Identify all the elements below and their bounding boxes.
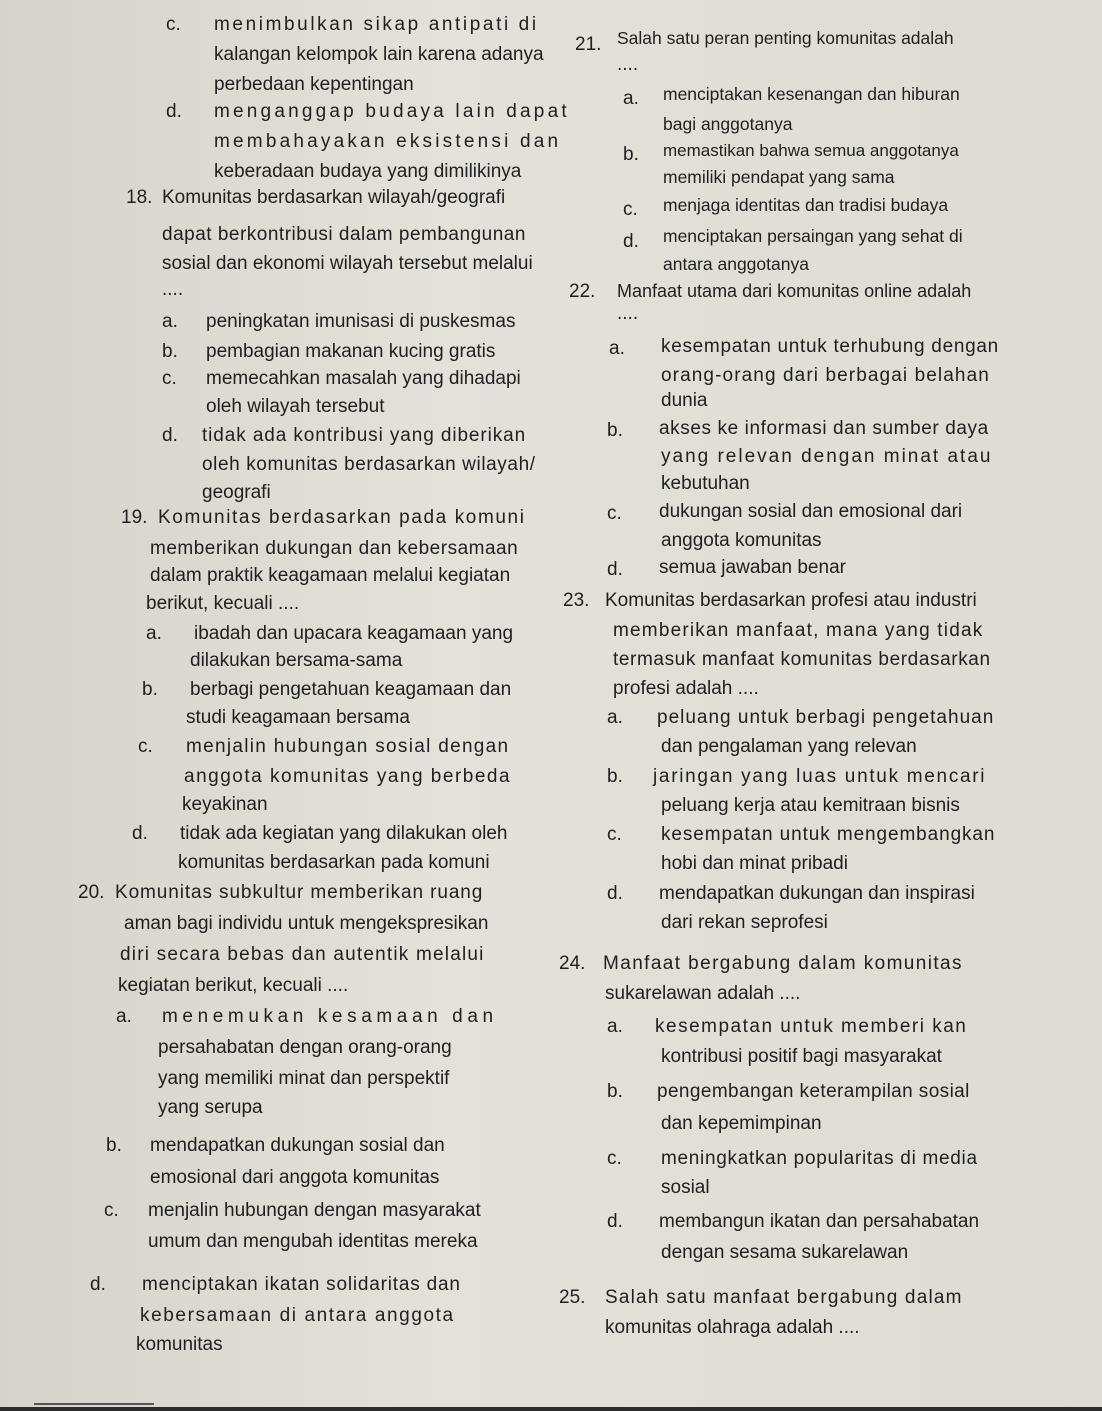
option-text-line: ibadah dan upacara keagamaan yang bbox=[194, 623, 514, 644]
question-stem-line: berikut, kecuali .... bbox=[146, 593, 300, 614]
option-text-line: keberadaan budaya yang dimilikinya bbox=[214, 161, 522, 182]
option-text-line: kebutuhan bbox=[661, 473, 750, 494]
option-text-line: antara anggotanya bbox=[663, 254, 809, 274]
question-number: 22. bbox=[569, 281, 596, 302]
option-label: b. bbox=[623, 144, 639, 165]
option-text-line: umum dan mengubah identitas mereka bbox=[148, 1231, 478, 1252]
option-text-line: semua jawaban benar bbox=[659, 557, 846, 578]
question-stem-line: profesi adalah .... bbox=[613, 678, 759, 699]
option-label: a. bbox=[607, 707, 623, 728]
option-text-line: memiliki pendapat yang sama bbox=[663, 167, 895, 187]
option-text-line: peningkatan imunisasi di puskesmas bbox=[206, 311, 516, 332]
question-stem-line: .... bbox=[617, 54, 639, 75]
question-stem-line: Salah satu manfaat bergabung dalam bbox=[605, 1287, 963, 1308]
option-text-line: keyakinan bbox=[182, 794, 268, 815]
option-text-line: akses ke informasi dan sumber daya bbox=[659, 418, 989, 439]
option-text-line: oleh wilayah tersebut bbox=[206, 396, 385, 417]
question-stem-line: Manfaat bergabung dalam komunitas bbox=[603, 953, 963, 974]
option-text-line: dari rekan seprofesi bbox=[661, 912, 828, 933]
page-bottom-edge bbox=[0, 1407, 1102, 1411]
option-label: b. bbox=[607, 420, 623, 441]
option-text-line: kesempatan untuk mengembangkan bbox=[661, 824, 996, 845]
option-label: d. bbox=[607, 1211, 623, 1232]
option-label: d. bbox=[607, 559, 623, 580]
option-label: a. bbox=[116, 1006, 132, 1027]
option-label: c. bbox=[607, 1148, 622, 1169]
question-stem-line: aman bagi individu untuk mengekspresikan bbox=[124, 913, 489, 934]
question-stem-line: .... bbox=[162, 279, 184, 300]
question-stem-line: Salah satu peran penting komunitas adalah bbox=[617, 28, 954, 48]
option-text-line: oleh komunitas berdasarkan wilayah/ bbox=[202, 454, 536, 475]
question-stem-line: komunitas olahraga adalah .... bbox=[605, 1317, 860, 1338]
question-number: 20. bbox=[78, 882, 105, 903]
question-stem-line: sukarelawan adalah .... bbox=[605, 983, 801, 1004]
question-stem-line: sosial dan ekonomi wilayah tersebut melalui bbox=[162, 253, 533, 274]
option-text-line: dengan sesama sukarelawan bbox=[661, 1242, 909, 1263]
option-text-line: geografi bbox=[202, 482, 271, 503]
option-text-line: tidak ada kontribusi yang diberikan bbox=[202, 425, 527, 446]
option-text-line: menjalin hubungan sosial dengan bbox=[186, 736, 510, 757]
question-stem-line: diri secara bebas dan autentik melalui bbox=[120, 944, 485, 965]
option-label: a. bbox=[146, 623, 162, 644]
question-number: 18. bbox=[126, 187, 153, 208]
option-text-line: kesempatan untuk memberi kan bbox=[655, 1016, 968, 1037]
option-text-line: studi keagamaan bersama bbox=[186, 707, 410, 728]
option-label: c. bbox=[162, 368, 177, 389]
option-text-line: dilakukan bersama-sama bbox=[190, 650, 403, 671]
option-label: b. bbox=[106, 1135, 122, 1156]
option-text-line: dukungan sosial dan emosional dari bbox=[659, 501, 963, 522]
option-text-line: kesempatan untuk terhubung dengan bbox=[661, 336, 999, 357]
option-text-line: yang memiliki minat dan perspektif bbox=[158, 1068, 450, 1089]
option-label: d. bbox=[132, 823, 148, 844]
option-text-line: peluang untuk berbagi pengetahuan bbox=[657, 707, 995, 728]
question-stem-line: termasuk manfaat komunitas berdasarkan bbox=[613, 649, 991, 670]
question-number: 23. bbox=[563, 590, 590, 611]
question-stem-line: memberikan manfaat, mana yang tidak bbox=[613, 620, 984, 641]
option-label: c. bbox=[623, 199, 638, 220]
option-text-line: kalangan kelompok lain karena adanya bbox=[214, 44, 544, 65]
question-stem-line: kegiatan berikut, kecuali .... bbox=[118, 975, 349, 996]
question-number: 19. bbox=[121, 507, 148, 528]
option-text-line: menciptakan ikatan solidaritas dan bbox=[142, 1274, 461, 1295]
option-label: d. bbox=[607, 883, 623, 904]
option-label: a. bbox=[607, 1016, 623, 1037]
question-number: 25. bbox=[559, 1287, 586, 1308]
option-label: b. bbox=[162, 341, 178, 362]
option-label: d. bbox=[162, 425, 178, 446]
option-text-line: emosional dari anggota komunitas bbox=[150, 1167, 440, 1188]
option-label: c. bbox=[607, 824, 622, 845]
option-text-line: sosial bbox=[661, 1177, 710, 1198]
option-text-line: yang serupa bbox=[158, 1097, 263, 1118]
option-label: c. bbox=[166, 14, 181, 35]
option-text-line: menjaga identitas dan tradisi budaya bbox=[663, 195, 949, 215]
option-text-line: dan kepemimpinan bbox=[661, 1113, 822, 1134]
option-label: d. bbox=[90, 1274, 106, 1295]
option-text-line: hobi dan minat pribadi bbox=[661, 853, 848, 874]
option-text-line: menimbulkan sikap antipati di bbox=[214, 14, 539, 35]
option-text-line: perbedaan kepentingan bbox=[214, 74, 414, 95]
option-text-line: pembagian makanan kucing gratis bbox=[206, 341, 496, 362]
option-text-line: mendapatkan dukungan dan inspirasi bbox=[659, 883, 975, 904]
option-text-line: peluang kerja atau kemitraan bisnis bbox=[661, 795, 960, 816]
option-text-line: komunitas berdasarkan pada komuni bbox=[178, 852, 490, 873]
option-text-line: komunitas bbox=[136, 1334, 223, 1355]
question-stem-line: dalam praktik keagamaan melalui kegiatan bbox=[150, 565, 511, 586]
option-label: c. bbox=[607, 503, 622, 524]
option-text-line: pengembangan keterampilan sosial bbox=[657, 1081, 970, 1102]
option-text-line: berbagi pengetahuan keagamaan dan bbox=[190, 679, 512, 700]
option-text-line: memecahkan masalah yang dihadapi bbox=[206, 368, 521, 389]
option-label: d. bbox=[166, 101, 182, 122]
question-stem-line: .... bbox=[617, 303, 639, 324]
question-stem-line: Komunitas berdasarkan wilayah/geografi bbox=[162, 187, 506, 208]
option-label: b. bbox=[607, 1081, 623, 1102]
option-label: c. bbox=[138, 736, 153, 757]
option-text-line: persahabatan dengan orang-orang bbox=[158, 1037, 452, 1058]
question-number: 21. bbox=[575, 34, 602, 55]
option-text-line: anggota komunitas yang berbeda bbox=[184, 766, 512, 787]
option-label: a. bbox=[609, 338, 625, 359]
option-text-line: menjalin hubungan dengan masyarakat bbox=[148, 1200, 481, 1221]
corner-mark bbox=[34, 1403, 154, 1411]
question-stem-line: Manfaat utama dari komunitas online adalah bbox=[617, 281, 972, 301]
option-text-line: menciptakan kesenangan dan hiburan bbox=[663, 84, 960, 104]
question-stem-line: Komunitas berdasarkan pada komuni bbox=[158, 507, 526, 528]
option-text-line: jaringan yang luas untuk mencari bbox=[653, 766, 987, 787]
option-text-line: kontribusi positif bagi masyarakat bbox=[661, 1046, 942, 1067]
option-text-line: bagi anggotanya bbox=[663, 114, 793, 134]
question-stem-line: memberikan dukungan dan kebersamaan bbox=[150, 538, 519, 559]
option-text-line: anggota komunitas bbox=[661, 530, 822, 551]
option-label: b. bbox=[607, 766, 623, 787]
option-text-line: menganggap budaya lain dapat bbox=[214, 101, 570, 122]
question-stem-line: Komunitas berdasarkan profesi atau industri bbox=[605, 590, 977, 611]
option-text-line: dan pengalaman yang relevan bbox=[661, 736, 917, 757]
option-text-line: dunia bbox=[661, 390, 708, 411]
option-text-line: menemukan kesamaan dan bbox=[162, 1006, 498, 1027]
option-label: c. bbox=[104, 1200, 119, 1221]
option-label: b. bbox=[142, 679, 158, 700]
option-text-line: meningkatkan popularitas di media bbox=[661, 1148, 978, 1169]
option-text-line: kebersamaan di antara anggota bbox=[140, 1305, 455, 1326]
option-text-line: yang relevan dengan minat atau bbox=[661, 446, 993, 467]
option-text-line: orang-orang dari berbagai belahan bbox=[661, 365, 990, 386]
option-text-line: membangun ikatan dan persahabatan bbox=[659, 1211, 980, 1232]
option-text-line: mendapatkan dukungan sosial dan bbox=[150, 1135, 445, 1156]
option-label: a. bbox=[162, 311, 178, 332]
question-stem-line: Komunitas subkultur memberikan ruang bbox=[115, 882, 484, 903]
option-label: d. bbox=[623, 231, 639, 252]
option-text-line: menciptakan persaingan yang sehat di bbox=[663, 226, 963, 246]
option-text-line: tidak ada kegiatan yang dilakukan oleh bbox=[180, 823, 508, 844]
option-text-line: membahayakan eksistensi dan bbox=[214, 131, 562, 152]
question-number: 24. bbox=[559, 953, 586, 974]
question-stem-line: dapat berkontribusi dalam pembangunan bbox=[162, 224, 526, 245]
option-text-line: memastikan bahwa semua anggotanya bbox=[663, 141, 959, 160]
option-label: a. bbox=[623, 88, 639, 109]
